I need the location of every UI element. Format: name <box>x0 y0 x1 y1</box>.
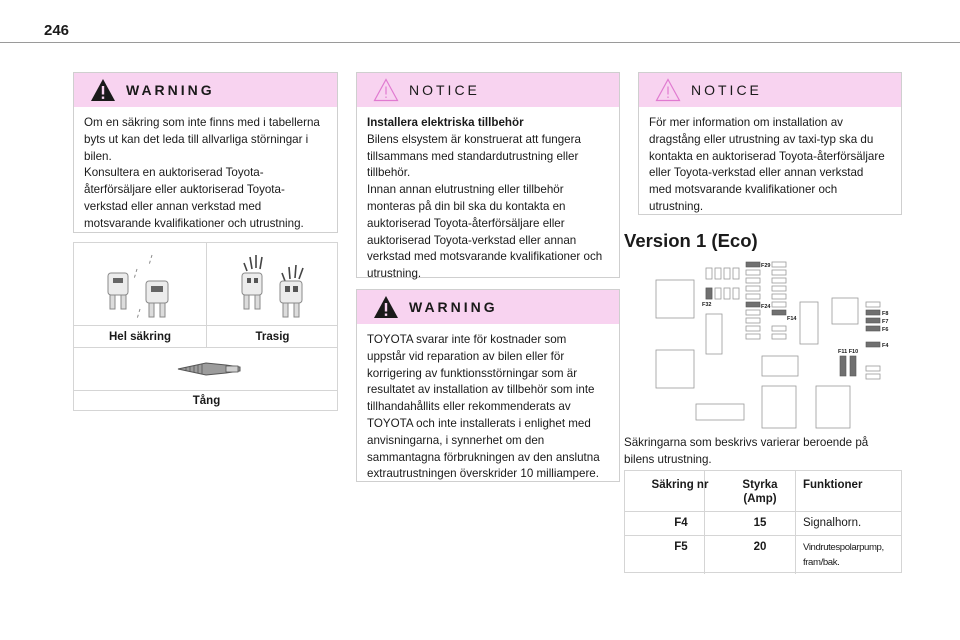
text-line: För mer information om installation av <box>649 116 843 129</box>
text-line: utrustning. <box>367 267 422 281</box>
intact-fuse-illustration <box>104 251 179 321</box>
fuse-box-diagram <box>650 258 895 433</box>
label-f11-f10: F11 F10 <box>838 349 859 355</box>
warning-triangle-icon <box>90 78 116 102</box>
text-line: auktoriserad Toyota-återförsäljare eller <box>367 216 565 230</box>
fuse-f4: F4 <box>674 517 688 529</box>
notice-heading: Installera elektriska tillbehör <box>367 116 524 129</box>
text-line: anvisningarna, i synnerhet om den <box>367 433 545 447</box>
warning-header <box>357 290 619 324</box>
notice-box-accessories <box>356 72 620 281</box>
text-line: uppstår vid reparation av bilen eller för <box>367 349 565 363</box>
section-title: Version 1 (Eco) <box>624 230 758 251</box>
text-line: bilens utrustning. <box>624 452 712 466</box>
notice-text <box>639 107 901 226</box>
notice-header <box>639 73 901 107</box>
warning-text <box>74 107 337 243</box>
text-line: Konsultera en auktoriserad Toyota- <box>84 166 264 180</box>
page-number: 246 <box>44 22 70 39</box>
text-line: dragstång eller utrustning av taxi-typ ska du <box>649 132 874 146</box>
text-line: bilen. <box>84 149 112 163</box>
notice-triangle-icon <box>373 78 399 102</box>
warning-title: WARNING <box>409 299 498 315</box>
notice-title: NOTICE <box>691 82 762 98</box>
text-line: sammantagna förbrukningen av den anslutna <box>367 450 600 464</box>
broken-fuse-illustration <box>234 249 314 321</box>
text-line: byts ut kan det leda till allvarliga störningar i <box>84 132 309 146</box>
text-line: motsvarande kvalifikationer och utrustning. <box>84 216 304 230</box>
text-line: TOYOTA och inte installerats i enlighet med <box>367 416 591 430</box>
warning-header <box>74 73 337 107</box>
fuse-function-table <box>624 470 902 573</box>
notice-triangle-icon <box>655 78 681 102</box>
label-f6: F6 <box>882 327 889 333</box>
label-f14: F14 <box>787 316 797 322</box>
text-line: tillhandahållits eller rekommenderats av <box>367 400 571 414</box>
broken-fuse-label: Trasig <box>255 331 290 343</box>
text-line: med motsvarande kvalifikationer och <box>649 183 838 197</box>
text-line: eller Toyota-verkstad eller annan verkstad <box>649 166 864 180</box>
amp-f5: 20 <box>753 541 767 553</box>
text-line: återförsäljare eller auktoriserad Toyota- <box>84 183 285 197</box>
notice-text <box>357 107 619 293</box>
label-f24: F24 <box>761 304 771 310</box>
label-f7: F7 <box>882 319 889 325</box>
text-line: TOYOTA svarar inte för kostnader som <box>367 333 567 346</box>
function-f5-line1: Vindrutespolarpump, <box>803 542 884 553</box>
header-strength-unit: (Amp) <box>743 493 777 505</box>
header-fuse-number: Säkring nr <box>651 479 709 491</box>
text-line: Säkringarna som beskrivs varierar beroende på <box>624 436 869 449</box>
warning-box-fuse <box>73 72 338 233</box>
warning-text <box>357 324 619 493</box>
top-divider <box>0 42 960 43</box>
intact-fuse-label: Hel säkring <box>109 331 171 343</box>
label-f32: F32 <box>702 302 712 308</box>
notice-header <box>357 73 619 107</box>
header-strength: Styrka <box>742 479 778 491</box>
function-f4: Signalhorn. <box>803 517 862 529</box>
warning-box-liability <box>356 289 620 482</box>
label-f29: F29 <box>761 263 771 269</box>
text-line: verkstad med motsvarande kvalifikationer och <box>367 250 603 264</box>
fuse-condition-table <box>73 242 338 411</box>
text-line: extrautrustningen överskrider 10 milliampere. <box>367 467 599 481</box>
label-f8: F8 <box>882 311 889 317</box>
text-line: tillbehör. <box>367 166 411 180</box>
text-line: auktoriserad Toyota-verkstad eller annan <box>367 233 577 247</box>
text-line: Om en säkring som inte finns med i tabellerna <box>84 116 320 129</box>
header-functions: Funktioner <box>803 479 863 491</box>
text-line: verkstad eller annan verkstad med <box>84 199 262 213</box>
text-line: Bilens elsystem är konstruerat att fungera <box>367 132 581 146</box>
text-line: korrigering av funktionsstörningar som är <box>367 366 578 380</box>
notice-title: NOTICE <box>409 82 480 98</box>
warning-title: WARNING <box>126 82 215 98</box>
text-line: Innan annan elutrustning eller tillbehör <box>367 183 564 197</box>
notice-box-towbar <box>638 72 902 215</box>
text-line: utrustning. <box>649 199 704 213</box>
pliers-illustration <box>176 357 242 381</box>
text-line: resultatet av installation av tillbehör som inte <box>367 383 595 397</box>
text-line: kontakta en auktoriserad Toyota-återförsäljare <box>649 149 885 163</box>
label-f4: F4 <box>882 343 889 349</box>
fuse-variation-caption <box>624 435 904 469</box>
text-line: monteras på din bil ska du kontakta en <box>367 199 566 213</box>
fuse-f5: F5 <box>674 541 688 553</box>
function-f5-line2: fram/bak. <box>803 557 840 568</box>
text-line: tillsammans med standardutrustning eller <box>367 149 579 163</box>
amp-f4: 15 <box>753 517 767 529</box>
warning-triangle-icon <box>373 295 399 319</box>
pliers-label: Tång <box>192 395 221 407</box>
